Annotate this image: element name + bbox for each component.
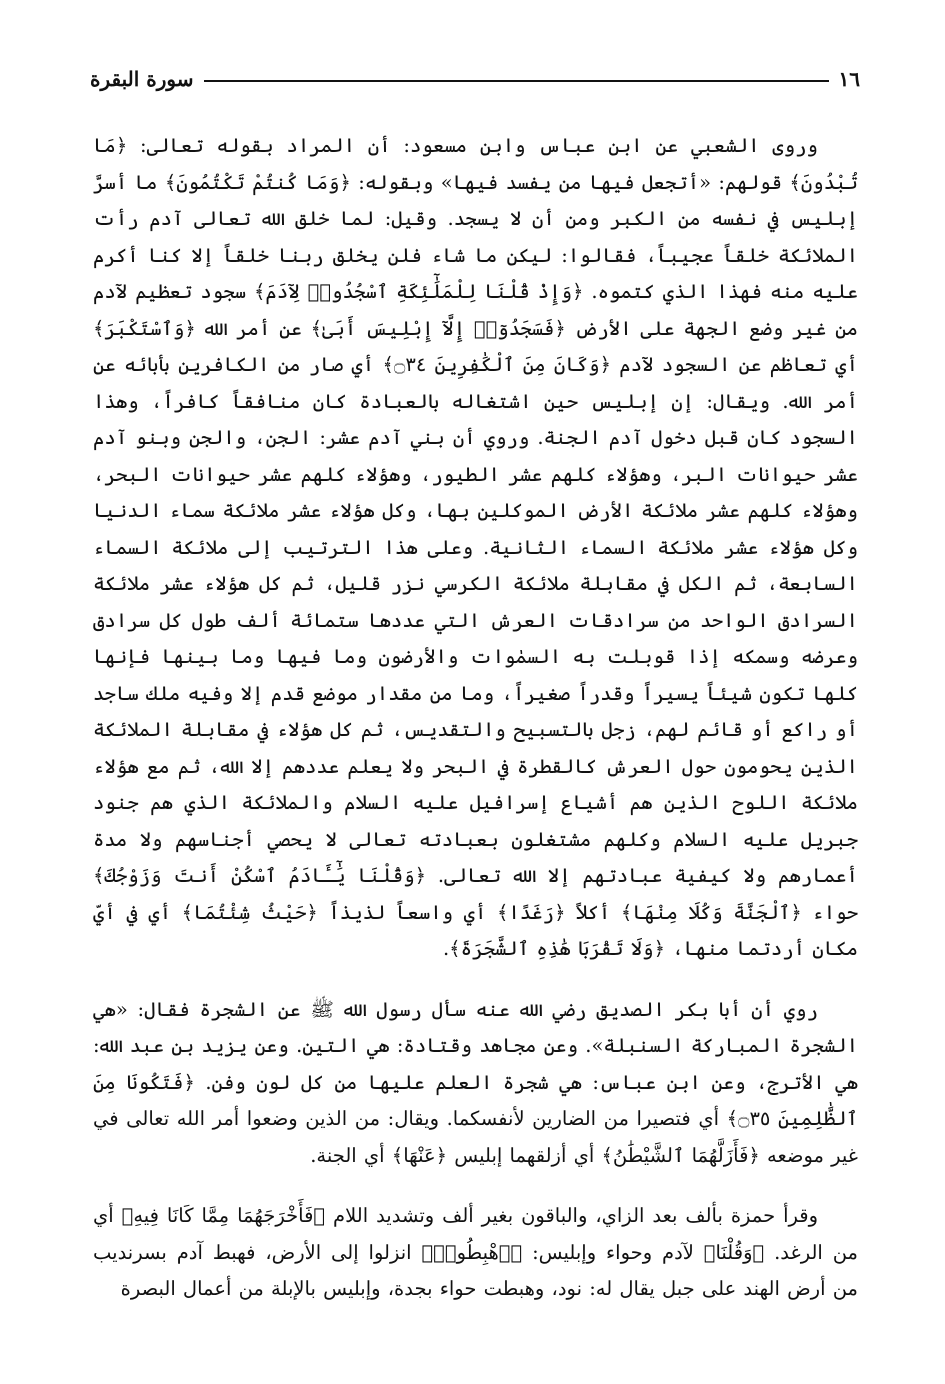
header-rule — [204, 80, 829, 82]
page-body — [93, 128, 858, 1308]
surah-title: سورة البقرة — [90, 67, 194, 91]
paragraph: روي أن أبا بكر الصديق رضي الله عنه سأل رسول الله ﷺ عن الشجرة فقال: «هي الشجرة المباركة السنبلة». وعن مجاهد وقتادة: هي التين. وعن يزيد بن عبد الله: هي الأترج، وعن ابن عباس: هي شجرة العلم عليها من كل لون وفن. ﴿فَتَكُونَا مِنَ ٱلظَّٰلِمِينَ ۝٣٥﴾ أي فتصيرا من الضارين لأنفسكما. ويقال: من الذين وضعوا أمر الله تعالى في غير موضعه ﴿فَأَزَلَّهُمَا ٱلشَّيْطَٰنُ﴾ أي أزلقهما إبليس ﴿عَنْهَا﴾ أي الجنة. — [93, 997, 858, 1167]
running-header — [90, 62, 860, 96]
paragraph: وقرأ حمزة بألف بعد الزاي، والباقون بغير ألف وتشديد اللام ﴿فَأَخْرَجَهُمَا مِمَّا كَانَا فِيهِ﴾ أي من الرغد. ﴿وَقُلْنَا﴾ لآدم وحواء وإبليس: ﴿ٱهْبِطُوا۟﴾ انزلوا إلى الأرض، فهبط آدم بسرنديب من أرض الهند على جبل يقال له: نود، وهبطت حواء بجدة، وإبليس بالإبلة من أعمال البصرة — [93, 1204, 858, 1300]
paragraph: وروى الشعبي عن ابن عباس وابن مسعود: أن المراد بقوله تعالى: ﴿مَا تُبْدُونَ﴾ قولهم: «أتجعل فيها من يفسد فيها» وبقوله: ﴿وَمَا كُنتُمْ تَكْتُمُونَ﴾ ما أسرَّ إبليس في نفسه من الكبر ومن أن لا يسجد. وقيل: لما خلق الله تعالى آدم رأت الملائكة خلقاً عجيباً، فقالوا: ليكن ما شاء فلن يخلق ربنا خلقاً إلا كنا أكرم عليه منه فهذا الذي كتموه. ﴿وَإِذْ قُلْنَا لِلْمَلَٰٓئِكَةِ ٱسْجُدُوا۟ لِآدَمَ﴾ سجود تعظيم لآدم من غير وضع الجهة على الأرض ﴿فَسَجَدُوٓا۟ إِلَّآ إِبْلِيسَ أَبَىٰ﴾ عن أمر الله ﴿وَٱسْتَكْبَرَ﴾ أي تعاظم عن السجود لآدم ﴿وَكَانَ مِنَ ٱلْكَٰفِرِينَ ۝٣٤﴾ أي صار من الكافرين بأبائه عن أمر الله. ويقال: إن إبليس حين اشتغاله بالعبادة كان منافقاً كافراً، وهذا السجود كان قبل دخول آدم الجنة. وروي أن بني آدم عشر: الجن، والجن وبنو آدم عشر حيوانات البر، وهؤلاء كلهم عشر الطيور، وهؤلاء كلهم عشر حيوانات البحر، وهؤلاء كلهم عشر ملائكة الأرض الموكلين بها، وكل هؤلاء عشر ملائكة سماء الدنيا وكل هؤلاء عشر ملائكة السماء الثانية. وعلى هذا الترتيب إلى ملائكة السماء السابعة، ثم الكل في مقابلة ملائكة الكرسي نزر قليل، ثم كل هؤلاء عشر ملائكة السرادق الواحد من سرادقات العرش التي عددها ستمائة ألف طول كل سرادق وعرضه وسمكه إذا قوبلت به السمٰوات والأرضون وما فيها وما بينها فإنها كلها تكون شيئاً يسيراً وقدراً صغيراً، وما من مقدار موضع قدم إلا وفيه ملك ساجد أو راكع أو قائم لهم، زجل بالتسبيح والتقديس، ثم كل هؤلاء في مقابلة الملائكة الذين يحومون حول العرش كالقطرة في البحر ولا يعلم عددهم إلا الله، ثم مع هؤلاء ملائكة اللوح الذين هم أشياع إسرافيل عليه السلام والملائكة الذي هم جنود جبريل عليه السلام وكلهم مشتغلون بعبادته تعالى لا يحصي أجناسهم ولا مدة أعمارهم ولا كيفية عبادتهم إلا الله تعالى. ﴿وَقُلْنَا يَٰٓـَٔادَمُ ٱسْكُنْ أَنتَ وَزَوْجُكَ﴾ حواء ﴿ٱلْجَنَّةَ وَكُلَا مِنْهَا﴾ أكلاً ﴿رَغَدًا﴾ أي واسعاً لذيذاً ﴿حَيْثُ شِئْتُمَا﴾ أي في أيّ مكان أردتما منها، ﴿وَلَا تَقْرَبَا هَٰذِهِ ٱلشَّجَرَةَ﴾. — [93, 134, 858, 960]
page-number: ١٦ — [838, 67, 860, 91]
